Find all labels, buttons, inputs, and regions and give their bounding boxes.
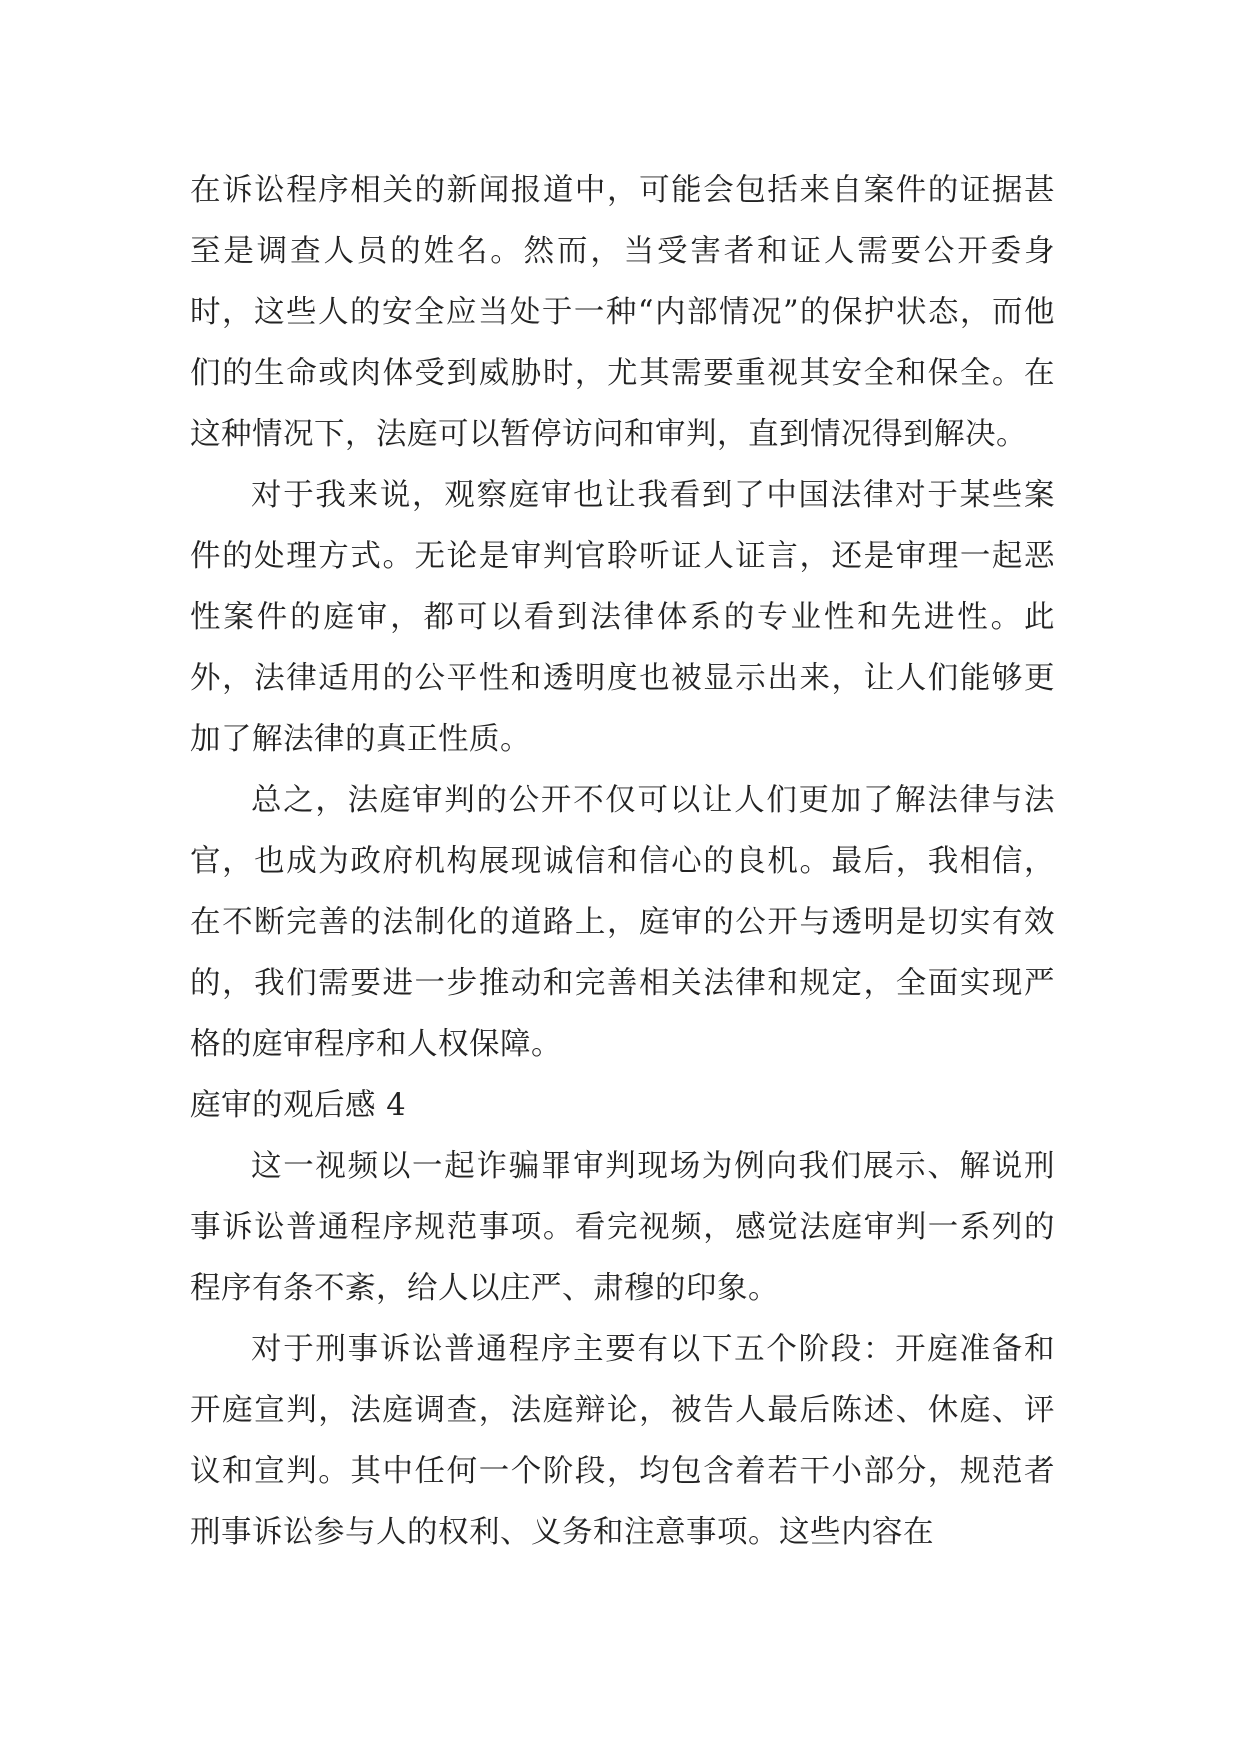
document-body [190,160,1055,1563]
section-heading: 庭审的观后感 4 [190,1088,407,1123]
paragraph: 对于刑事诉讼普通程序主要有以下五个阶段：开庭准备和开庭宣判，法庭调查，法庭辩论，被告人最后陈述、休庭、评议和宣判。其中任何一个阶段，均包含着若干小部分，规范者刑事诉讼参与人的权利、义务和注意事项。这些内容在 [190,1332,1055,1550]
paragraph: 总之，法庭审判的公开不仅可以让人们更加了解法律与法官，也成为政府机构展现诚信和信心的良机。最后，我相信，在不断完善的法制化的道路上，庭审的公开与透明是切实有效的，我们需要进一步推动和完善相关法律和规定，全面实现严格的庭审程序和人权保障。 [190,783,1055,1062]
paragraph: 这一视频以一起诈骗罪审判现场为例向我们展示、解说刑事诉讼普通程序规范事项。看完视频，感觉法庭审判一系列的程序有条不紊，给人以庄严、肃穆的印象。 [190,1149,1055,1306]
paragraph: 对于我来说，观察庭审也让我看到了中国法律对于某些案件的处理方式。无论是审判官聆听证人证言，还是审理一起恶性案件的庭审，都可以看到法律体系的专业性和先进性。此外，法律适用的公平性和透明度也被显示出来，让人们能够更加了解法律的真正性质。 [190,478,1055,757]
paragraph-continued: 在诉讼程序相关的新闻报道中，可能会包括来自案件的证据甚至是调查人员的姓名。然而，当受害者和证人需要公开委身时，这些人的安全应当处于一种“内部情况”的保护状态，而他们的生命或肉体受到威胁时，尤其需要重视其安全和保全。在这种情况下，法庭可以暂停访问和审判，直到情况得到解决。 [190,173,1055,452]
